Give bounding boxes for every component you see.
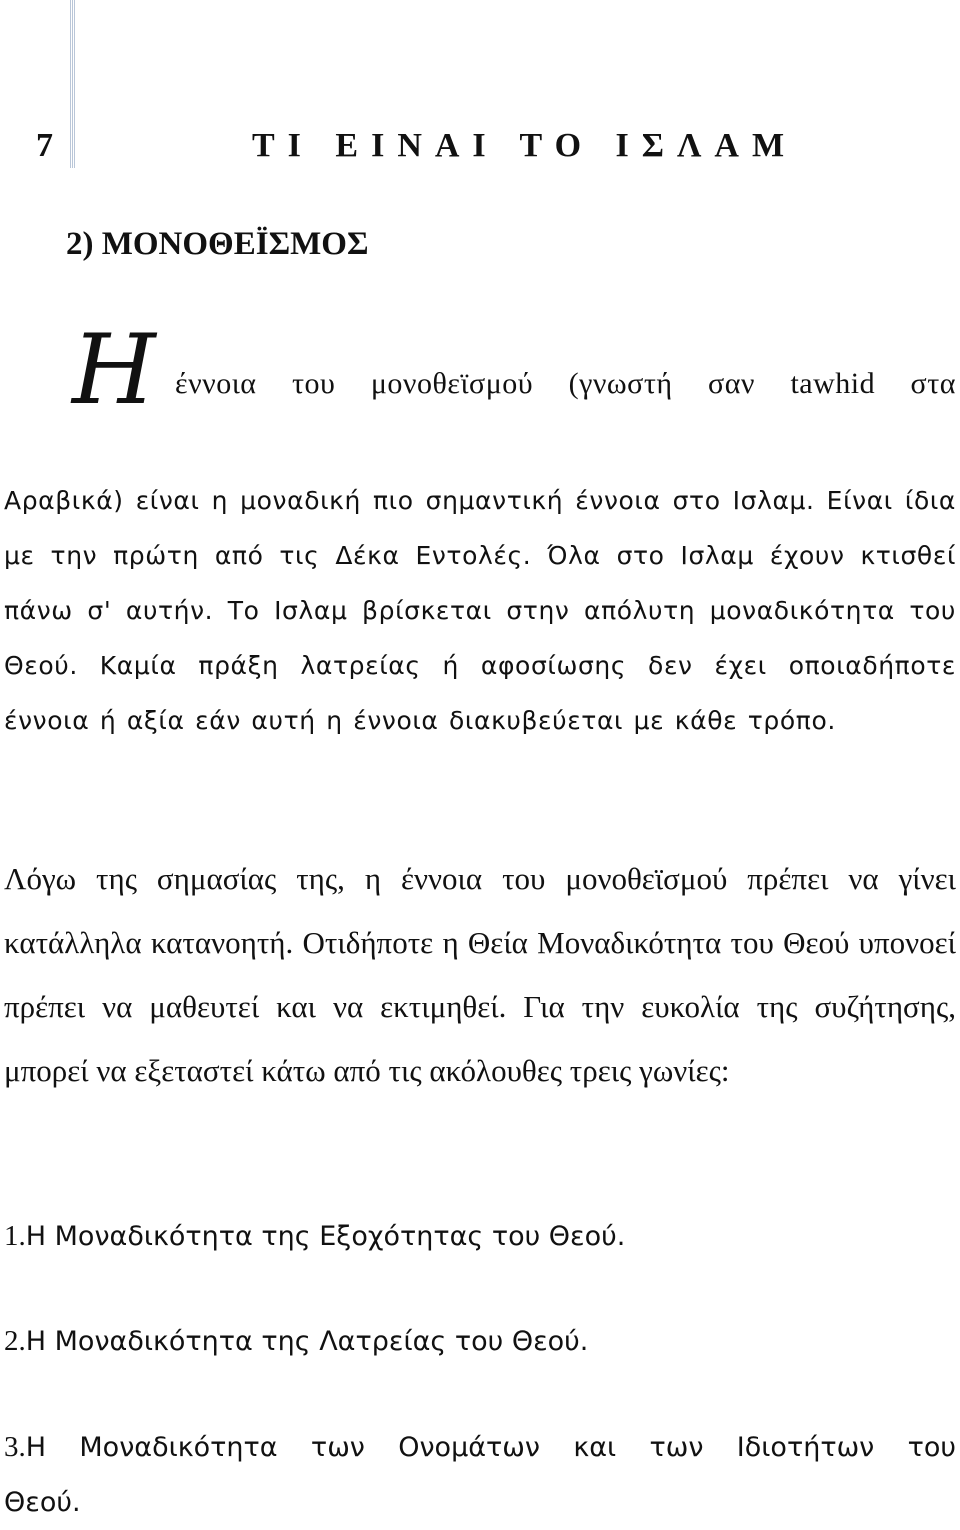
page-number: 7 — [36, 127, 53, 164]
list-item — [4, 1420, 956, 1530]
paragraph-2: Λόγω της σημασίας της, η έννοια του μονοθεϊσμού πρέπει να γίνει κατάλληλα κατανοητή. Οτιδήποτε η Θεία Μοναδικότητα του Θεού υπονοεί πρέπει να μαθευτεί και να εκτιμηθεί. Για την ευκολία της συζήτησης, μπορεί να εξεταστεί κάτω από τις ακόλουθες τρεις γωνίες: — [4, 861, 956, 1088]
first-line: έννοια του μονοθεϊσμού (γνωστή σαν tawhid στα — [175, 367, 956, 400]
header-rule — [70, 0, 75, 168]
list-number: 2. — [4, 1325, 26, 1357]
list-text: Η Μοναδικότητα της Λατρείας του Θεού. — [25, 1326, 589, 1357]
list-item — [4, 1314, 956, 1369]
list-text: Η Μοναδικότητα των Ονομάτων και των Ιδιοτήτων του Θεού. — [4, 1432, 956, 1518]
list-text: Η Μοναδικότητα της Εξοχότητας του Θεού. — [25, 1221, 626, 1252]
drop-cap: Η — [72, 314, 156, 426]
running-title: ΤΙ ΕΙΝΑΙ ΤΟ ΙΣΛΑΜ — [252, 127, 798, 164]
list-number: 3. — [4, 1431, 26, 1463]
section-heading: 2) ΜΟΝΟΘΕΪΣΜΟΣ — [66, 226, 369, 262]
paragraph-1: Αραβικά) είναι η μοναδική πιο σημαντική έννοια στο Ισλαμ. Είναι ίδια με την πρώτη από τις Δέκα Εντολές. Όλα στο Ισλαμ έχουν κτισθεί πάνω σ' αυτήν. Το Ισλαμ βρίσκεται στην απόλυτη μοναδικότητα του Θεού. Καμία πράξη λατρείας ή αφοσίωσης δεν έχει οποιαδήποτε έννοια ή αξία εάν αυτή η έννοια διακυβεύεται με κάθε τρόπο. — [4, 486, 956, 735]
list-number: 1. — [4, 1220, 26, 1252]
list-item — [4, 1209, 956, 1264]
